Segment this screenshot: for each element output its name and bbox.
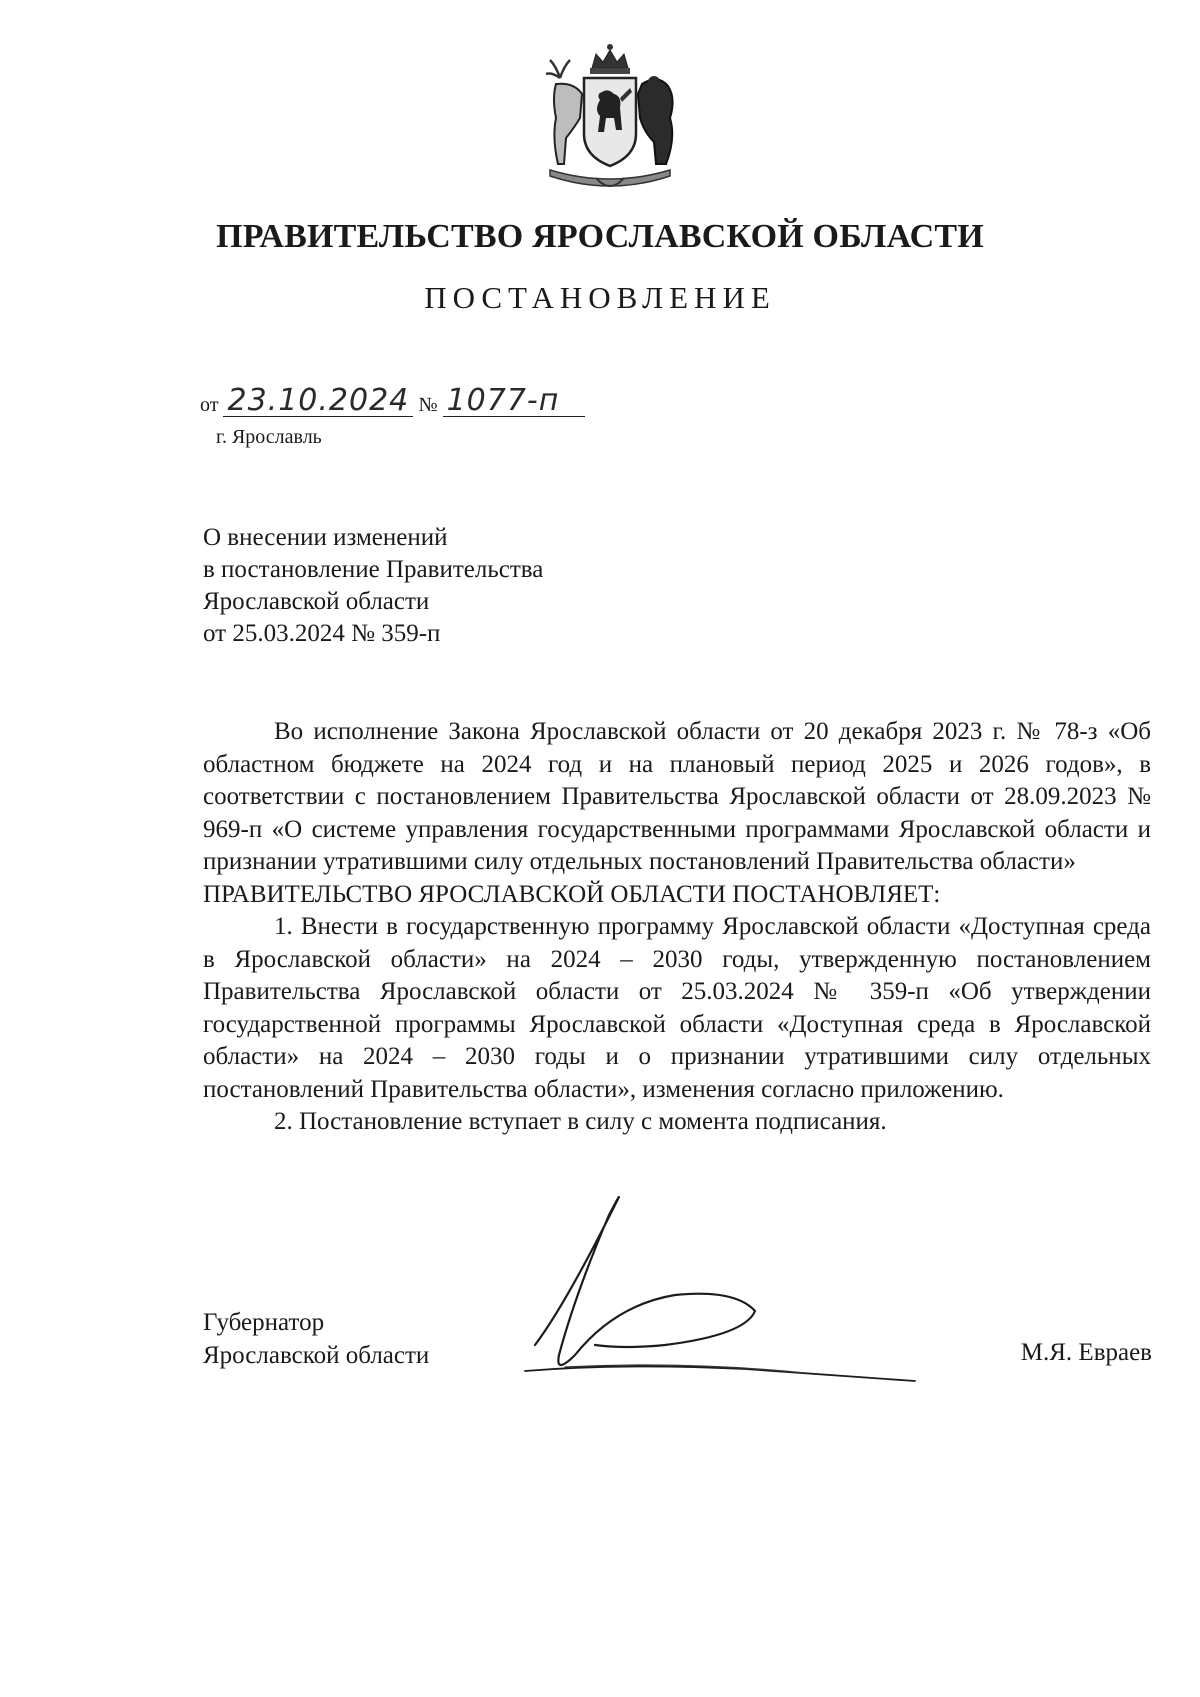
item-1-paragraph: 1. Внести в государственную программу Ярославской области «Доступная среда в Ярославской области» на 2024 – 2030 годы, утвержденную постановлением Правительства Ярославской области от 25.03.2024 № 359-п «Об утверждении государственной программы Ярославской области «Доступная среда в Ярославской области» на 2024 – 2030 годы и о признании утратившими силу отдельных постановлений Правительства области», изменения согласно приложению. bbox=[203, 913, 1151, 1103]
position-line: Ярославской области bbox=[203, 1342, 430, 1369]
handwritten-signature-icon bbox=[505, 1185, 925, 1395]
item-2-paragraph: 2. Постановление вступает в силу с момента подписания. bbox=[274, 1108, 887, 1135]
organization-title: ПРАВИТЕЛЬСТВО ЯРОСЛАВСКОЙ ОБЛАСТИ bbox=[216, 218, 984, 255]
subject-line: О внесении изменений bbox=[203, 524, 448, 551]
date-prefix: от bbox=[200, 394, 219, 416]
city-line: г. Ярославль bbox=[216, 426, 322, 448]
registration-line bbox=[200, 383, 585, 418]
preamble-paragraph: Во исполнение Закона Ярославской области от 20 декабря 2023 г. № 78-з «Об областном бюджете на 2024 год и на плановый период 2025 и 2026 годов», в соответствии с постановлением Правительства Ярославской области от 28.09.2023 № 969-п «О системе управления государственными программами Ярославской области и признании утратившими силу отдельных постановлений Правительства области» bbox=[203, 718, 1151, 875]
number-prefix: № bbox=[418, 394, 438, 416]
subject-line: от 25.03.2024 № 359-п bbox=[203, 620, 441, 647]
position-line: Губернатор bbox=[203, 1309, 325, 1336]
subject-line: Ярославской области bbox=[203, 588, 430, 615]
date-field bbox=[223, 383, 413, 418]
document-type: ПОСТАНОВЛЕНИЕ bbox=[424, 280, 776, 315]
document-subject bbox=[203, 522, 543, 650]
resolution-heading: ПРАВИТЕЛЬСТВО ЯРОСЛАВСКОЙ ОБЛАСТИ ПОСТАНОВЛЯЕТ: bbox=[203, 880, 941, 908]
handwritten-date: 23.10.2024 bbox=[227, 383, 410, 418]
signatory-name: М.Я. Евраев bbox=[1020, 1339, 1152, 1366]
number-field bbox=[443, 383, 585, 418]
document-body bbox=[203, 716, 1151, 1139]
subject-line: в постановление Правительства bbox=[203, 556, 544, 583]
handwritten-number: 1077-п bbox=[446, 383, 560, 418]
coat-of-arms-icon bbox=[530, 38, 690, 198]
signatory-position bbox=[203, 1306, 429, 1372]
